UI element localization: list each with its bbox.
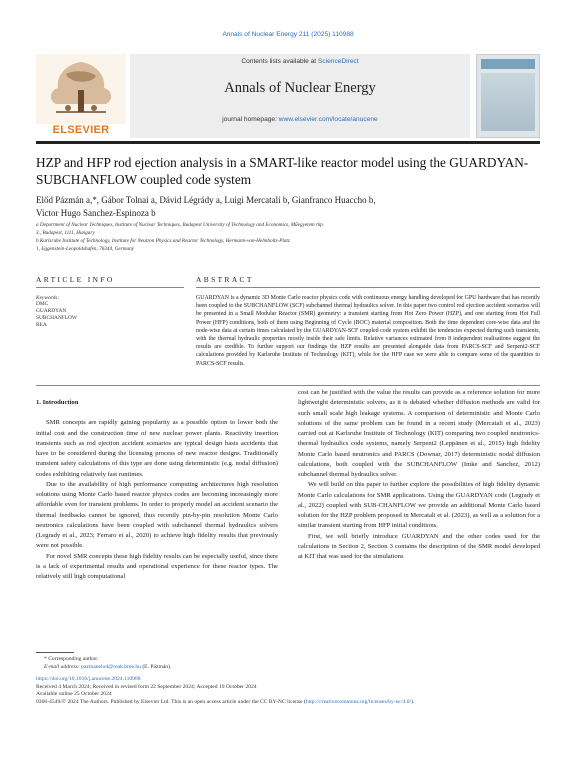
- body-paragraph: Due to the availability of high performance computing architectures high resolution solutions using Monte Carlo based reactor physics codes are becoming increasingly more affordable even for transient problems. In order to properly model an accident scenario the thermal feedbacks cannot be ignored, thus recently pin-by-pin resolution Monte Carlo neutronics calculations have been coupled with subchannel thermal hydraulics solvers (Legrady et al., 2023; Ferraro et al., 2020) to achieve high fidelity results that previously were not possible.: [36, 480, 278, 550]
- cover-image: [481, 73, 535, 131]
- affiliations: [36, 221, 540, 253]
- keyword-item: GUARDYAN: [36, 308, 67, 314]
- journal-citation[interactable]: Annals of Nuclear Energy 211 (2025) 110988: [222, 31, 354, 38]
- license-suffix: ).: [411, 698, 415, 705]
- keywords-label: Keywords:: [36, 295, 60, 301]
- article-info-rule: [36, 287, 184, 288]
- email-link[interactable]: pazmanelod@reak.bme.hu: [81, 664, 141, 670]
- abstract-heading: ABSTRACT: [196, 275, 254, 284]
- available-online: Available online 25 October 2024: [36, 691, 112, 698]
- keyword-item: SUBCHANFLOW: [36, 315, 78, 321]
- section-heading-introduction: 1. Introduction: [36, 399, 79, 406]
- journal-title: Annals of Nuclear Energy: [224, 80, 376, 96]
- authors-line-1: Előd Pázmán a,*, Gábor Tolnai a, Dávid Légrády a, Luigi Mercatali b, Gianfranco Huaccho b,: [36, 195, 376, 205]
- abstract-bottom-rule: [36, 385, 540, 386]
- affiliation-a: a Department of Nuclear Techniques, Institute of Nuclear Techniques, Budapest University of Technology and Economics, Műegyetem rkp.: [36, 222, 325, 228]
- body-paragraph: cost can be justified with the value the results can provide as a reference solution for more lightweight deterministic solvers, as it is debated whether diffusion methods are valid for such small scale high leakage systems. A comparison of deterministic and Monte Carlo solutions of the same problem can be found in a recent study (Mercatali et al., 2023) carried out at Karlsruhe Institute of Technology (KIT) comparing two coupled neutronics-thermal hydraulics code systems, namely Serpent2 (Leppänen et al., 2015) high fidelity Monte Carlo based neutronics and PARCS (Downar, 2017) deterministic nodal diffusion calculations, both coupled with the SUBCHANFLOW (Imke and Sanchez, 2012) subchannel thermal hydraulics solver.: [298, 389, 540, 478]
- article-metadata: [36, 676, 540, 706]
- elsevier-wordmark: ELSEVIER: [52, 124, 110, 136]
- footnote-rule: [36, 652, 74, 653]
- license-link[interactable]: http://creativecommons.org/licenses/by-nc/4.0/: [305, 698, 412, 705]
- journal-cover-thumbnail[interactable]: [476, 54, 540, 138]
- masthead: [36, 54, 540, 138]
- elsevier-logo[interactable]: [36, 54, 126, 138]
- body-paragraph: First, we will briefly introduce GUARDYAN and the other codes used for the calculations in Section 2, Section 3 contains the description of the SMR model developed at KIT that was used for the simulations: [298, 532, 540, 560]
- tree-icon: [36, 54, 126, 124]
- body-paragraph: SMR concepts are rapidly gaining popularity as a possible option to lower both the initial cost and the construction time of new nuclear power plants. Reactivity insertion transients such as rod ejection accident scenarios are typical design basis accidents that have to be considered during the licensing process of new reactor designs. Traditionally transient safety calculations of this type are done using deterministic (e.g. nodal diffusion) codes exhibiting relatively fast runtimes.: [36, 419, 278, 478]
- body-paragraph: For novel SMR concepts these high fidelity results can be especially useful, since there is a lack of experimental results and operational experience for these reactor types. The relatively still high computational: [36, 552, 278, 580]
- abstract-rule: [196, 287, 540, 288]
- authors-line-2: Victor Hugo Sanchez-Espinoza b: [36, 208, 156, 218]
- affiliation-b: b Karlsruhe Institute of Technology, Institute for Neutron Physics and Reactor Technology, Hermann-von-Helmholtz-Platz: [36, 238, 290, 244]
- keyword-item: DMC: [36, 301, 49, 307]
- body-left-column: [36, 398, 278, 582]
- keywords-block: [36, 295, 184, 329]
- doi-link[interactable]: https://doi.org/10.1016/j.anucene.2024.110988: [36, 676, 141, 682]
- homepage-prefix: journal homepage:: [222, 116, 279, 123]
- homepage-line: [130, 116, 470, 123]
- received-dates: Received 4 March 2024; Received in revised form 22 September 2024; Accepted 10 October 2024: [36, 683, 257, 690]
- license-prefix: 0306-4549/© 2024 The Authors. Published by Elsevier Ltd. This is an open access article under the CC BY-NC license (: [36, 698, 306, 705]
- paper-title: HZP and HFP rod ejection analysis in a SMART-like reactor model using the GUARDYAN-SUBCHANFLOW coupled code system: [36, 155, 529, 187]
- abstract-text: GUARDYAN is a dynamic 3D Monte Carlo reactor physics code with continuous energy handling developed for GPU hardware that has recently been coupled to the SUBCHANFLOW (SCF) subchannel thermal hydraulics solver. In this paper two control rod ejection accident scenarios will be presented in a Small Modular Reactor (SMR) geometry: a transient starting from Hot Zero Power (HZP), and one starting from Hot Full Power (HFP) conditions, both of them using Beginning of Cycle (BOC) material composition. Both the time dependent core-wise data and the node-wise data at certain times calculated by the GUARDYAN-SCF coupled code system exhibit the tendencies expected during such transients, with the thermal hydraulic properties mostly inside their safe limits. Relative variances estimated from 8 independent realisations suggest the results are credible. To further support our findings the HZP results are presented alongside data from PARCS-SCF and Serpent2-SCF calculations provided by Karlsruhe Institute of Technology (KIT), while for the HFP case we were able to compare some of the quantities to PARCS-SCF results.: [196, 295, 540, 367]
- body-right-column: [298, 388, 540, 562]
- license-line: [36, 699, 540, 707]
- journal-header-box: [130, 54, 470, 138]
- body-paragraph: We will build on this paper to further explore the possibilities of high fidelity dynamic Monte Carlo calculations for SMR applications. Using the GUARDYAN code (Legrady et al., 2022) coupled with SUB-CHANFLOW we provide an additional Monte Carlo based solution for the HZP problem proposed in Mercatali et al. (2023), as well as a solution for a similar transient starting from HFP initial conditions.: [298, 481, 540, 530]
- corresponding-author-note: * Corresponding author.: [44, 656, 99, 662]
- footnote: [44, 655, 524, 671]
- author-list: [36, 194, 540, 220]
- affiliation-b-cont: 1, Eggenstein-Leopoldshafen, 76344, Germany: [36, 246, 134, 252]
- email-suffix: (E. Pázmán).: [140, 664, 172, 670]
- email-label: E-mail address:: [44, 664, 80, 670]
- header-divider: [36, 141, 540, 144]
- contents-prefix: Contents lists available at: [241, 58, 318, 65]
- cover-band: [481, 59, 535, 69]
- sciencedirect-link[interactable]: ScienceDirect: [317, 58, 359, 65]
- article-info-heading: ARTICLE INFO: [36, 275, 115, 284]
- contents-line: [130, 58, 470, 65]
- keyword-item: REA: [36, 322, 47, 328]
- homepage-link[interactable]: www.elsevier.com/locate/anucene: [278, 116, 378, 123]
- affiliation-a-cont: 3., Budapest, 1111, Hungary: [36, 230, 95, 236]
- email-line: [44, 663, 524, 671]
